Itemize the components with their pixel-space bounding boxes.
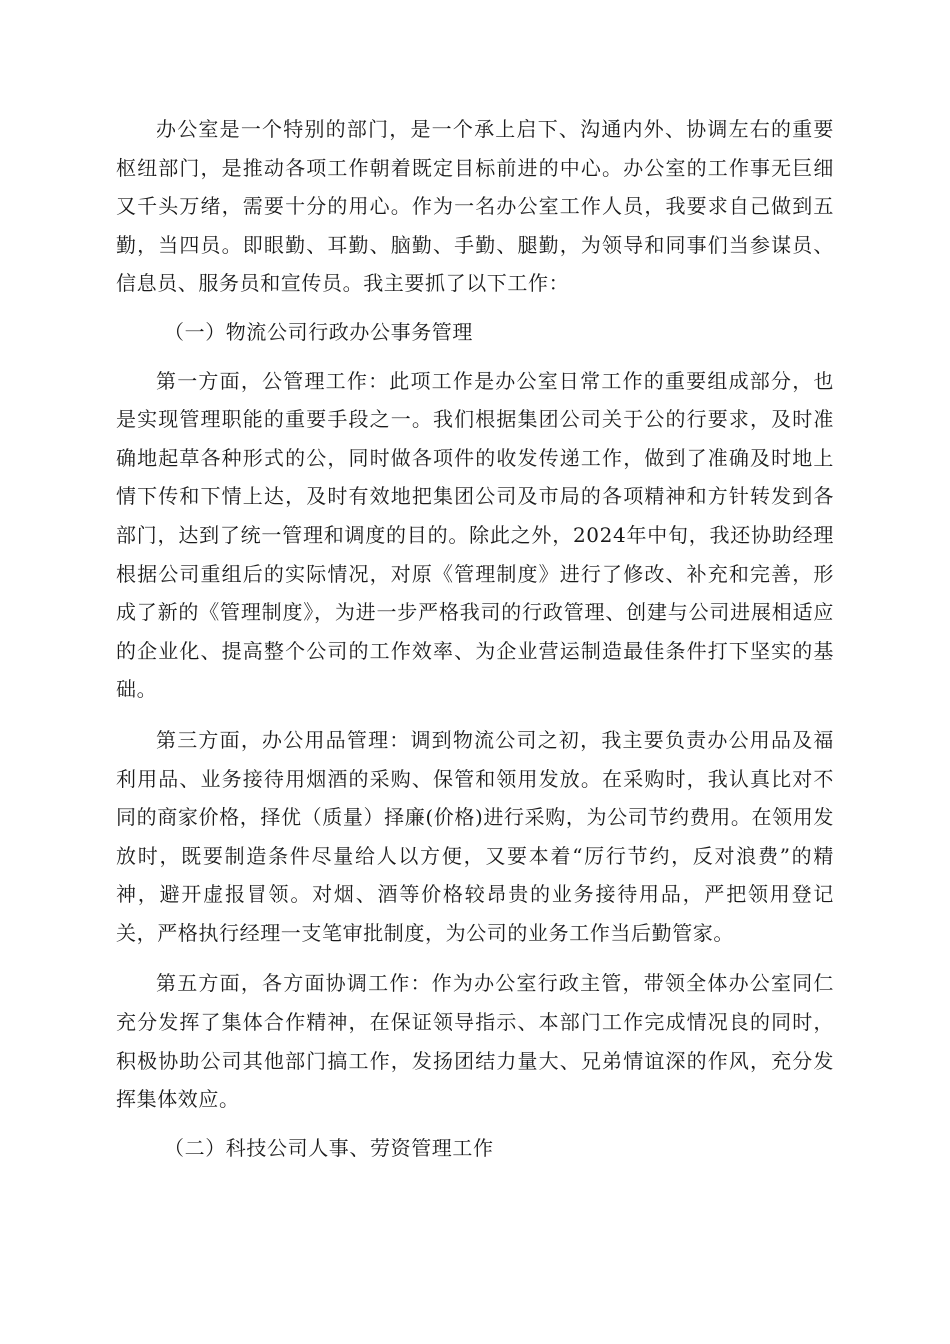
section-heading-technology: （二）科技公司人事、劳资管理工作 [164,1135,494,1160]
spacer [116,952,834,964]
intro-paragraph: 办公室是一个特别的部门，是一个承上启下、沟通内外、协调左右的重要枢纽部门，是推动各项工作朝着既定目标前进的中心。办公室的工作事无巨细又千头万绪，需要十分的用心。作为一名办公室工作人员，我要求自己做到五勤，当四员。即眼勤、耳勤、脑勤、手勤、腿勤，为领导和同事们当参谋员、信息员、服务员和宣传员。我主要抓了以下工作： [116,117,834,296]
spacer [116,303,834,313]
document-body [116,110,834,1167]
spacer [116,1119,834,1129]
aspect-three-paragraph: 第三方面，办公用品管理：调到物流公司之初，我主要负责办公用品及福利用品、业务接待用烟酒的采购、保管和领用发放。在采购时，我认真比对不同的商家价格，择优（质量）择廉(价格)进行采购，为公司节约费用。在领用发放时，既要制造条件尽量给人以方便，又要本着“厉行节约，反对浪费”的精神，避开虚报冒领。对烟、酒等价格较昂贵的业务接待用品，严把领用登记关，严格执行经理一支笔审批制度，为公司的业务工作当后勤管家。 [116,727,834,945]
spacer [116,709,834,721]
aspect-five-paragraph: 第五方面，各方面协调工作：作为办公室行政主管，带领全体办公室同仁充分发挥了集体合作精神，在保证领导指示、本部门工作完成情况良的同时，积极协助公司其他部门搞工作，发扬团结力量大、兄弟情谊深的作风，充分发挥集体效应。 [116,971,834,1112]
section-heading-logistics: （一）物流公司行政办公事务管理 [164,319,473,344]
spacer [116,352,834,362]
aspect-one-paragraph: 第一方面，公管理工作：此项工作是办公室日常工作的重要组成部分，也是实现管理职能的重要手段之一。我们根据集团公司关于公的行要求，及时准确地起草各种形式的公，同时做各项件的收发传递工作，做到了准确及时地上情下传和下情上达，及时有效地把集团公司及市局的各项精神和方针转发到各部门，达到了统一管理和调度的目的。除此之外，2024年中旬，我还协助经理根据公司重组后的实际情况，对原《管理制度》进行了修改、补充和完善，形成了新的《管理制度》，为进一步严格我司的行政管理、创建与公司进展相适应的企业化、提高整个公司的工作效率、为企业营运制造最佳条件打下坚实的基础。 [116,368,834,702]
